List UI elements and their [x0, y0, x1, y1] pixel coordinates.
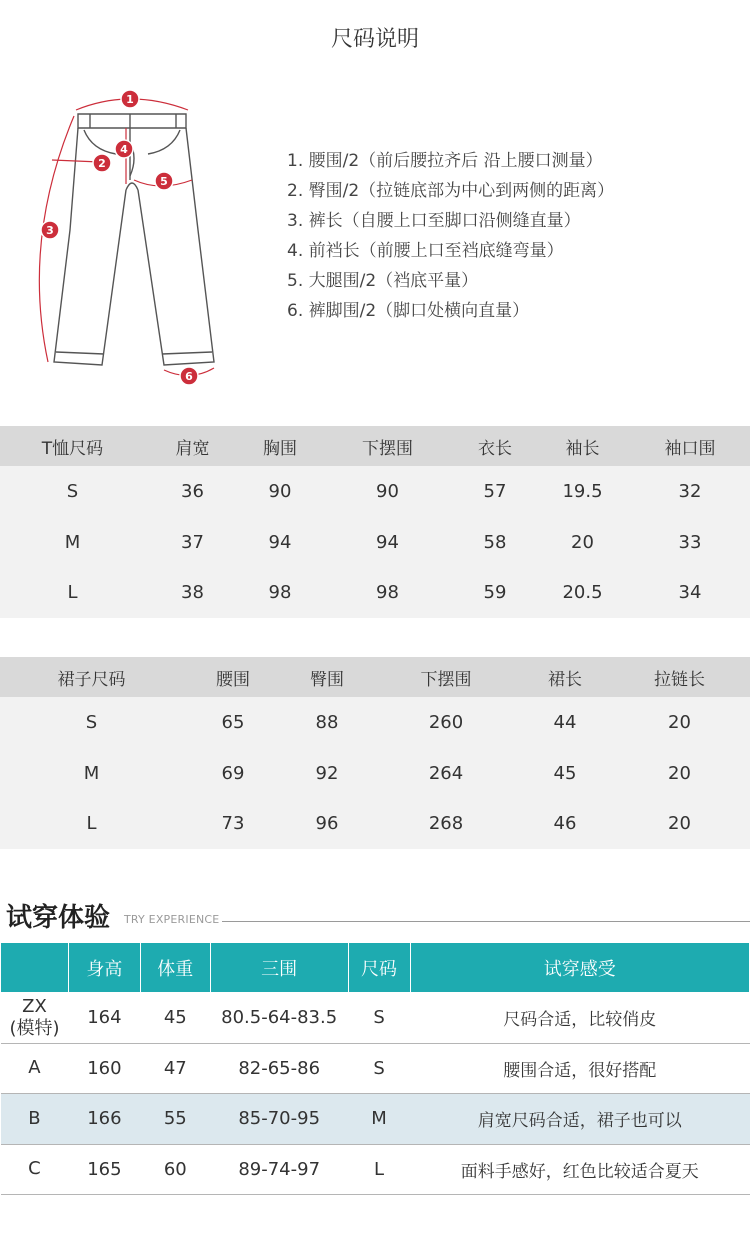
table-cell: 面料手感好，红色比较适合夏天: [410, 1144, 750, 1195]
page-title: 尺码说明: [330, 27, 419, 52]
column-header: 袖口围: [664, 438, 716, 459]
table-cell: 57: [483, 480, 507, 502]
measurement-item: 3. 裤长（自腰上口至脚口沿侧缝直量）: [287, 211, 581, 231]
table-cell: 20: [668, 813, 691, 835]
column-header: T恤尺码: [41, 438, 104, 459]
column-header: 三围: [210, 943, 348, 993]
column-header: 身高: [68, 943, 140, 993]
column-header: 体重: [140, 943, 210, 993]
marker-6-label: 6: [185, 370, 193, 383]
table-cell: 98: [268, 582, 292, 604]
table-cell: M: [348, 1094, 410, 1145]
column-header: [1, 943, 69, 993]
table-cell: 85-70-95: [210, 1094, 348, 1145]
table-cell: 44: [553, 711, 577, 733]
measurement-item: 4. 前裆长（前腰上口至裆底缝弯量）: [287, 241, 564, 261]
table-cell: 34: [678, 582, 702, 604]
table-cell: 98: [376, 582, 399, 604]
column-header: 裙子尺码: [57, 669, 126, 690]
table-cell: 37: [181, 531, 204, 553]
table-cell: 20.5: [562, 582, 603, 604]
table-header-row: [0, 426, 750, 466]
table-cell: 90: [268, 480, 292, 502]
table-cell: 肩宽尺码合适，裙子也可以: [410, 1094, 750, 1145]
table-row: [0, 517, 750, 568]
pants-measurement-diagram: [30, 80, 230, 390]
table-cell: 90: [376, 480, 399, 502]
table-cell: 32: [678, 480, 702, 502]
table-cell: 82-65-86: [210, 1043, 348, 1094]
skirt-size-table: [0, 657, 750, 849]
table-row: [0, 567, 750, 618]
table-cell: M: [83, 762, 100, 784]
table-cell: 165: [68, 1144, 140, 1195]
table-cell: 19.5: [562, 480, 603, 502]
table-cell: 36: [181, 480, 204, 502]
table-cell: 65: [221, 711, 245, 733]
table-cell: 46: [553, 813, 577, 835]
tryon-table: [0, 942, 750, 1195]
table-header-row: [1, 943, 750, 993]
table-cell: 96: [315, 813, 339, 835]
measurement-item: 1. 腰围/2（前后腰拉齐后 沿上腰口测量）: [287, 151, 603, 171]
tester-name-note: (模特): [9, 1017, 60, 1039]
table-cell: 20: [668, 762, 691, 784]
marker-3-label: 3: [46, 224, 54, 237]
column-header: 试穿感受: [410, 943, 750, 993]
table-cell: 20: [571, 531, 594, 553]
measurement-list: [287, 146, 614, 326]
table-cell: 55: [140, 1094, 210, 1145]
table-cell: S: [348, 1043, 410, 1094]
column-header: 腰围: [216, 669, 250, 690]
column-header: 裙长: [548, 669, 582, 690]
tester-name: C: [1, 1144, 69, 1195]
table-cell: 20: [668, 711, 691, 733]
table-row: [1, 1043, 750, 1094]
table-cell: 89-74-97: [210, 1144, 348, 1195]
table-row: [0, 798, 750, 849]
table-row: [1, 1094, 750, 1145]
table-cell: 60: [140, 1144, 210, 1195]
column-header: 胸围: [263, 438, 297, 459]
table-cell: 33: [678, 531, 702, 553]
table-cell: M: [64, 531, 81, 553]
column-header: 下摆围: [362, 438, 413, 459]
table-cell: 94: [376, 531, 399, 553]
table-row: [0, 466, 750, 517]
column-header: 袖长: [565, 438, 600, 459]
table-cell: 160: [68, 1043, 140, 1094]
table-cell: L: [67, 582, 78, 604]
marker-2-label: 2: [98, 157, 106, 170]
table-row: [1, 1144, 750, 1195]
table-cell: 260: [428, 711, 464, 733]
table-row: [0, 697, 750, 748]
tester-name: B: [1, 1094, 69, 1145]
table-header-row: [0, 657, 750, 697]
column-header: 肩宽: [175, 438, 210, 459]
tryon-section-subtitle: TRY EXPERIENCE: [124, 913, 220, 926]
table-row: [1, 993, 750, 1044]
table-cell: 166: [68, 1094, 140, 1145]
tryon-section-title: 试穿体验: [6, 903, 111, 933]
table-cell: S: [85, 711, 98, 733]
tester-name: A: [1, 1043, 69, 1094]
table-cell: 80.5-64-83.5: [210, 993, 348, 1044]
section-divider: [222, 921, 750, 922]
table-cell: S: [66, 480, 79, 502]
table-cell: 38: [181, 582, 204, 604]
column-header: 下摆围: [420, 669, 472, 690]
tester-name-line: ZX: [22, 995, 47, 1017]
measurement-item: 2. 臀围/2（拉链底部为中心到两侧的距离）: [287, 181, 615, 201]
table-cell: 94: [268, 531, 292, 553]
tester-name: [1, 993, 69, 1044]
table-cell: L: [348, 1144, 410, 1195]
table-cell: 73: [221, 813, 245, 835]
table-cell: 264: [428, 762, 464, 784]
tshirt-size-table: [0, 426, 750, 618]
table-cell: 45: [140, 993, 210, 1044]
table-cell: 59: [483, 582, 507, 604]
table-cell: 45: [553, 762, 577, 784]
marker-4-label: 4: [120, 143, 128, 156]
marker-5-label: 5: [160, 175, 168, 188]
column-header: 拉链长: [654, 669, 705, 690]
table-cell: 92: [315, 762, 339, 784]
table-cell: 69: [221, 762, 245, 784]
table-cell: 58: [483, 531, 507, 553]
table-row: [0, 748, 750, 799]
measurement-item: 6. 裤脚围/2（脚口处横向直量）: [287, 301, 530, 321]
table-cell: L: [86, 813, 97, 835]
column-header: 衣长: [478, 438, 512, 459]
table-cell: 47: [140, 1043, 210, 1094]
column-header: 臀围: [310, 669, 344, 690]
marker-1-label: 1: [126, 93, 134, 106]
table-cell: 88: [315, 711, 339, 733]
measurement-item: 5. 大腿围/2（裆底平量）: [287, 271, 479, 291]
table-cell: 164: [68, 993, 140, 1044]
table-cell: 268: [428, 813, 464, 835]
table-cell: 尺码合适，比较俏皮: [410, 993, 750, 1044]
column-header: 尺码: [348, 943, 410, 993]
table-cell: S: [348, 993, 410, 1044]
table-cell: 腰围合适，很好搭配: [410, 1043, 750, 1094]
